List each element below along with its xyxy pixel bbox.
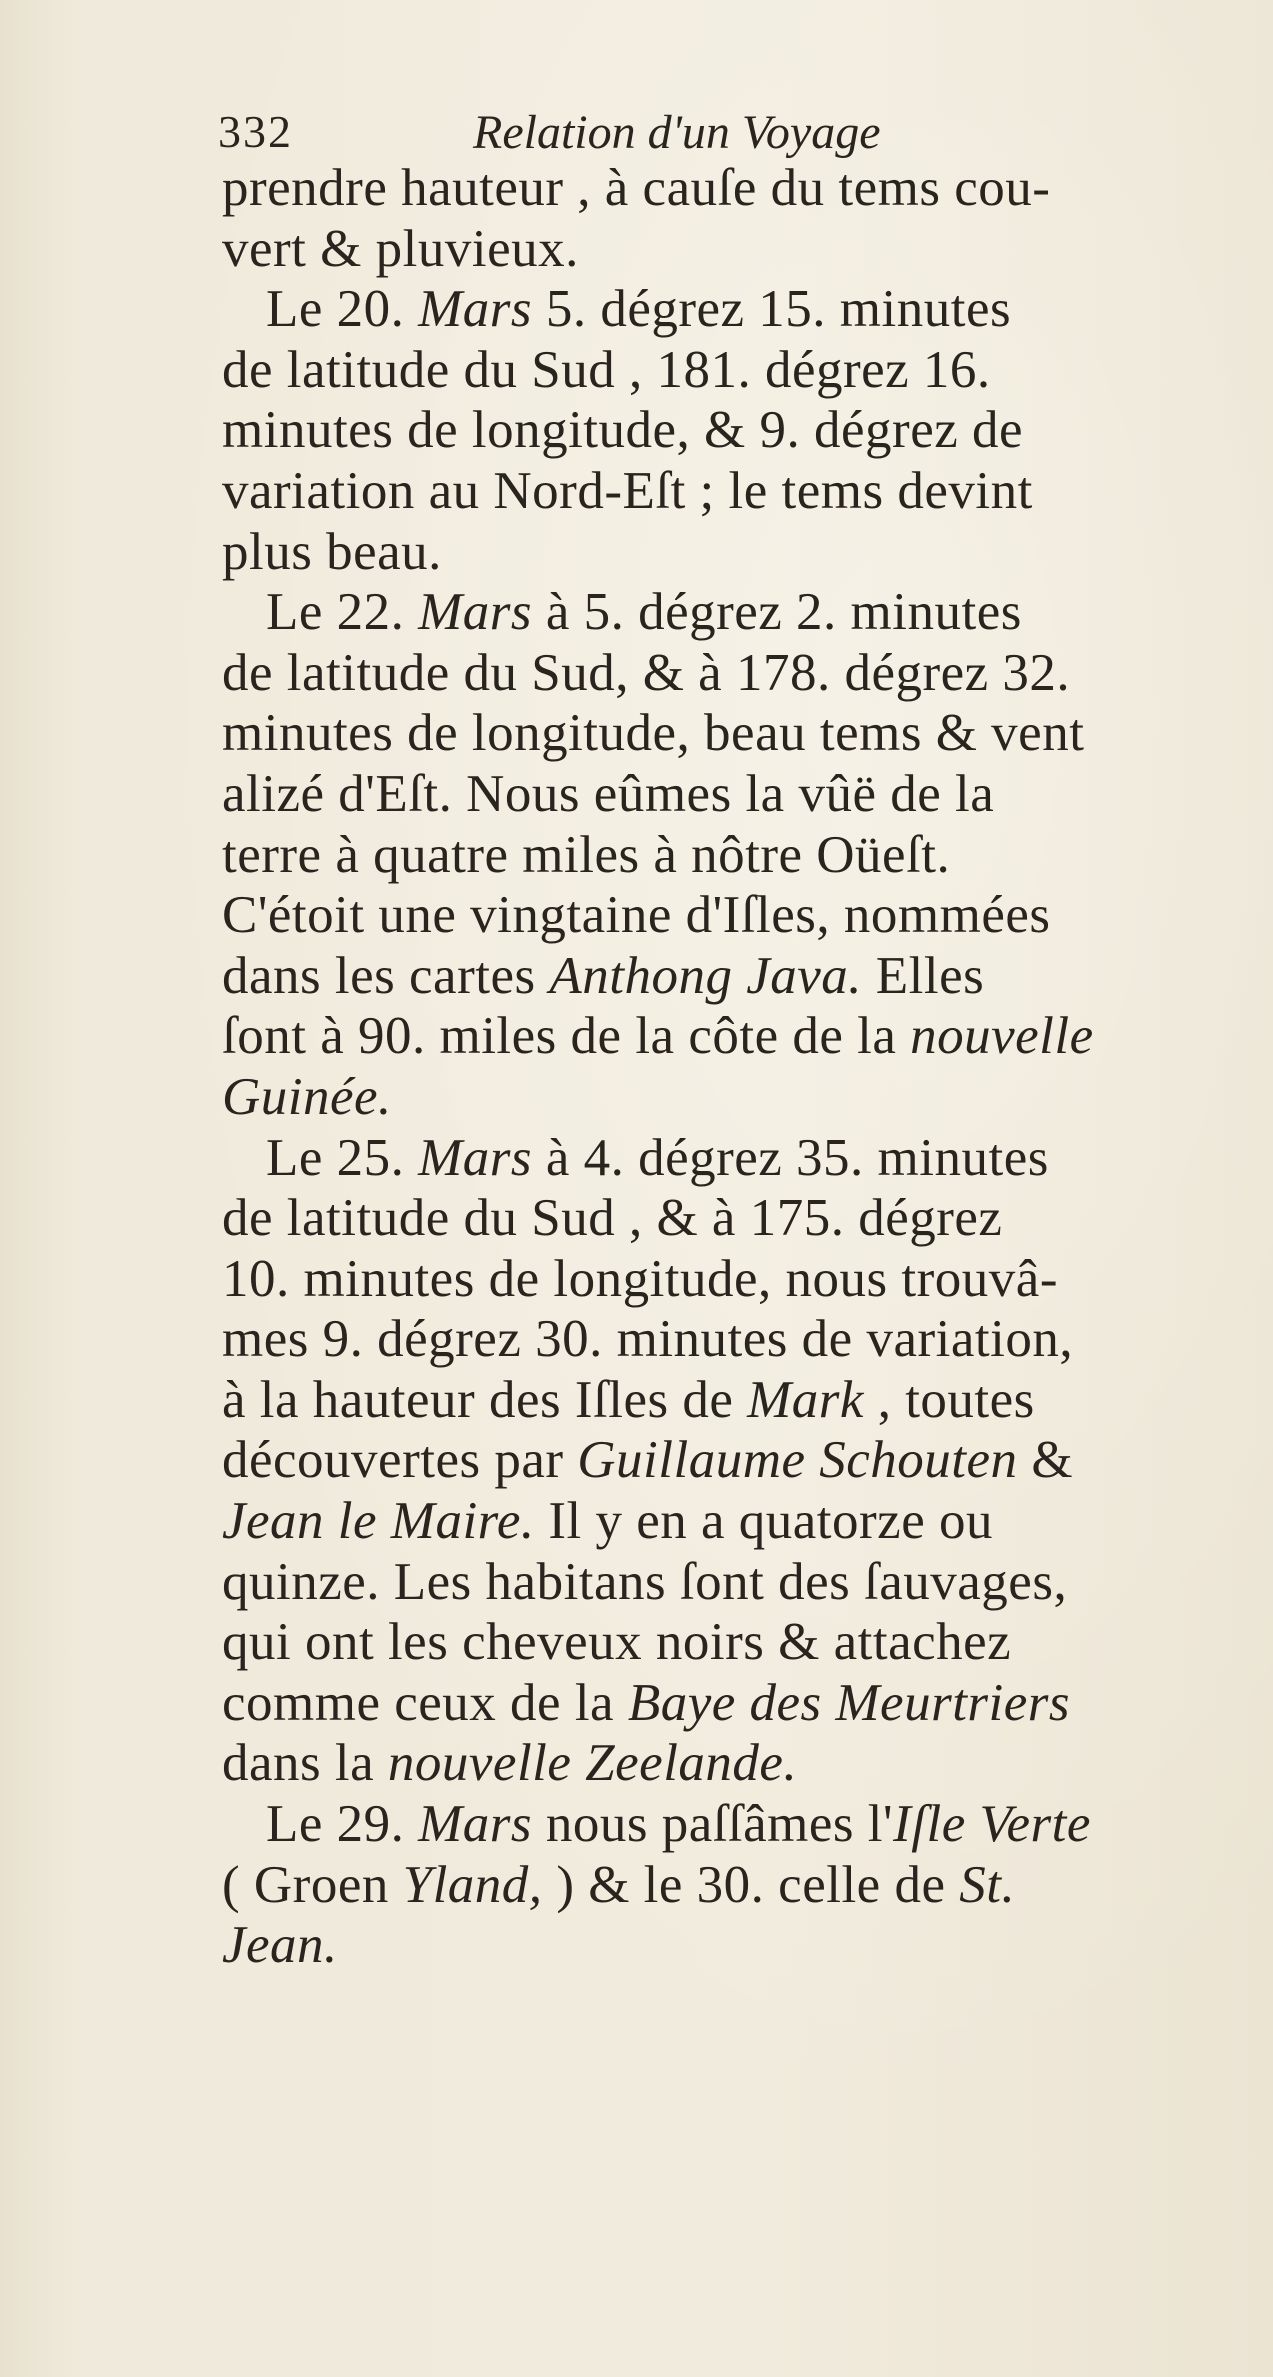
italic-text-segment: Mars — [418, 1128, 533, 1187]
italic-text-segment: Guinée. — [222, 1067, 392, 1126]
text-line — [222, 400, 1212, 461]
text-line — [222, 279, 1212, 340]
body-text — [222, 158, 1212, 1976]
text-segment: à 5. dégrez 2. minutes — [532, 583, 1022, 642]
text-line — [222, 1612, 1212, 1673]
text-line — [222, 1794, 1212, 1855]
text-line — [222, 1067, 1212, 1128]
text-segment: plus beau. — [222, 522, 442, 581]
italic-text-segment: nouvelle Zeelande. — [387, 1734, 798, 1793]
text-segment: & — [1017, 1431, 1074, 1490]
text-segment: dans la — [222, 1734, 388, 1793]
text-segment: à 4. dégrez 35. minutes — [532, 1128, 1049, 1187]
text-line — [222, 1673, 1212, 1734]
italic-text-segment: St. — [959, 1855, 1016, 1914]
text-line — [222, 1733, 1212, 1794]
text-segment: 10. minutes de longitude, nous trouvâ- — [222, 1249, 1058, 1308]
italic-text-segment: Yland, — [402, 1855, 543, 1914]
text-segment: dans les cartes — [222, 946, 550, 1005]
text-line — [222, 1249, 1212, 1310]
text-segment: à la hauteur des Iſles de — [222, 1370, 748, 1429]
text-segment: prendre hauteur , à cauſe du tems cou- — [222, 159, 1051, 217]
text-segment: Il y en a quatorze ou — [534, 1492, 993, 1551]
text-segment: ſont à 90. miles de la côte de la — [222, 1007, 911, 1066]
text-segment: variation au Nord-Eſt ; le tems devint — [222, 461, 1033, 520]
text-line — [222, 158, 1212, 219]
text-line — [222, 582, 1212, 643]
italic-text-segment: nouvelle — [910, 1007, 1094, 1066]
text-segment: de latitude du Sud , & à 175. dégrez — [222, 1189, 1003, 1248]
text-segment: vert & pluvieux. — [222, 219, 579, 278]
text-segment: qui ont les cheveux noirs & attachez — [222, 1613, 1012, 1672]
text-line — [222, 1552, 1212, 1613]
text-segment: de latitude du Sud , 181. dégrez 16. — [222, 340, 991, 399]
text-line — [222, 522, 1212, 583]
text-line — [222, 764, 1212, 825]
text-segment: ) & le 30. celle de — [542, 1855, 960, 1914]
text-line — [222, 461, 1212, 522]
running-head: Relation d'un Voyage — [473, 106, 881, 159]
italic-text-segment: Mars — [418, 280, 533, 339]
text-line — [222, 643, 1212, 704]
text-segment: Le 20. — [266, 280, 419, 339]
text-line — [222, 1370, 1212, 1431]
text-segment: , toutes — [863, 1370, 1035, 1429]
text-segment: Le 29. — [266, 1795, 419, 1854]
text-segment: nous paſſâmes l' — [532, 1795, 894, 1854]
text-line — [222, 1855, 1212, 1916]
text-segment: découvertes par — [222, 1431, 578, 1490]
text-segment: ( Groen — [222, 1855, 403, 1914]
italic-text-segment: Mars — [418, 1795, 533, 1854]
text-segment: de latitude du Sud, & à 178. dégrez 32. — [222, 643, 1071, 702]
italic-text-segment: Mark — [747, 1370, 864, 1429]
text-segment: minutes de longitude, & 9. dégrez de — [222, 401, 1024, 460]
page-number: 332 — [218, 106, 293, 157]
text-line — [222, 1915, 1212, 1976]
text-segment: mes 9. dégrez 30. minutes de variation, — [222, 1310, 1074, 1369]
text-segment: comme ceux de la — [222, 1673, 628, 1732]
text-line — [222, 946, 1212, 1007]
text-segment: minutes de longitude, beau tems & vent — [222, 704, 1085, 763]
italic-text-segment: Mars — [418, 583, 533, 642]
text-line — [222, 219, 1212, 280]
text-segment: Elles — [862, 946, 985, 1005]
italic-text-segment: Guillaume Schouten — [577, 1431, 1018, 1490]
text-segment: 5. dégrez 15. minutes — [532, 280, 1012, 339]
italic-text-segment: Jean le Maire. — [222, 1492, 535, 1551]
text-line — [222, 1309, 1212, 1370]
text-line — [222, 885, 1212, 946]
text-segment: alizé d'Eſt. Nous eûmes la vûë de la — [222, 764, 995, 823]
text-line — [222, 1430, 1212, 1491]
text-line — [222, 825, 1212, 886]
text-segment: Le 22. — [266, 583, 419, 642]
text-line — [222, 340, 1212, 401]
text-segment: terre à quatre miles à nôtre Oüeſt. — [222, 825, 951, 884]
text-line — [222, 1491, 1212, 1552]
text-line — [222, 1006, 1212, 1067]
text-segment: C'étoit une vingtaine d'Iſles, nommées — [222, 886, 1051, 945]
text-line — [222, 1188, 1212, 1249]
italic-text-segment: Baye des Meurtriers — [627, 1673, 1071, 1732]
text-line — [222, 703, 1212, 764]
italic-text-segment: Jean. — [222, 1916, 338, 1975]
text-segment: Le 25. — [266, 1128, 419, 1187]
text-segment: quinze. Les habitans ſont des ſauvages, — [222, 1552, 1068, 1611]
italic-text-segment: Anthong Java. — [549, 946, 863, 1005]
text-line — [222, 1128, 1212, 1189]
italic-text-segment: Iſle Verte — [893, 1795, 1091, 1854]
